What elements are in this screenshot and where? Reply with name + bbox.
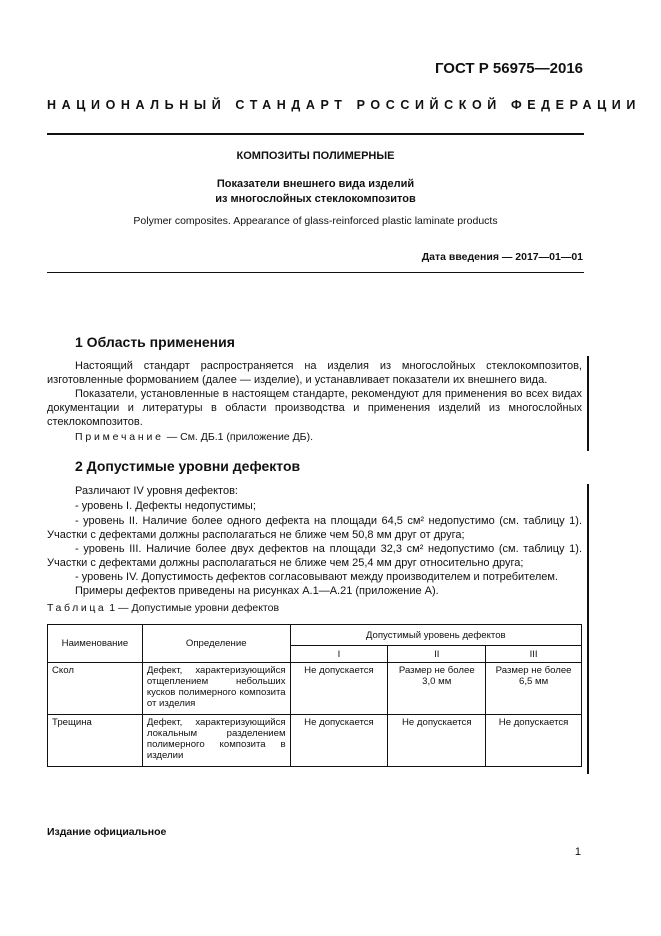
introduction-date: Дата введения — 2017—01—01 xyxy=(421,251,583,263)
column-header-name: Наименование xyxy=(48,625,143,663)
level-1-item: - уровень I. Дефекты недопустимы; xyxy=(75,500,256,512)
change-bar xyxy=(587,484,589,774)
note-text: — См. ДБ.1 (приложение ДБ). xyxy=(163,431,313,443)
level-ii-value: Размер не более 3,0 мм xyxy=(388,663,486,715)
level-header-ii: II xyxy=(388,646,486,663)
level-header-i: I xyxy=(290,646,388,663)
level-iii-value: Размер не более 6,5 мм xyxy=(486,663,582,715)
level-iii-value: Не допускается xyxy=(486,715,582,767)
levels-intro: Различают IV уровня дефектов: xyxy=(75,485,238,497)
table-caption-label: Таблица xyxy=(47,602,107,614)
examples-reference: Примеры дефектов приведены на рисунках А.1—А.21 (приложение А). xyxy=(75,585,439,597)
table-row xyxy=(48,715,582,767)
document-title: КОМПОЗИТЫ ПОЛИМЕРНЫЕ xyxy=(236,150,395,162)
official-edition-label: Издание официальное xyxy=(47,826,167,838)
level-3-continuation: Участки с дефектами должны располагаться не ближе чем 25,4 мм друг относительно друга; xyxy=(47,557,524,569)
section-2-heading: 2 Допустимые уровни дефектов xyxy=(75,458,301,474)
defect-name: Трещина xyxy=(48,715,143,767)
header-rule xyxy=(47,133,584,135)
table-row xyxy=(48,663,582,715)
national-standard-banner: НАЦИОНАЛЬНЫЙ СТАНДАРТ РОССИЙСКОЙ ФЕДЕРАЦИИ xyxy=(47,98,641,112)
document-subtitle xyxy=(47,177,584,207)
document-code: ГОСТ Р 56975—2016 xyxy=(434,60,583,77)
level-2-continuation: Участки с дефектами должны располагаться не ближе чем 50,8 мм друг от друга; xyxy=(47,529,465,541)
english-title: Polymer composites. Appearance of glass-reinforced plastic laminate products xyxy=(133,215,498,227)
subtitle-line-2: из многослойных стеклокомпозитов xyxy=(215,193,416,205)
table-caption xyxy=(47,602,279,614)
level-i-value: Не допускается xyxy=(290,663,388,715)
title-rule xyxy=(47,272,584,273)
level-ii-value: Не допускается xyxy=(388,715,486,767)
defects-table xyxy=(47,624,582,767)
column-header-allowed-levels: Допустимый уровень дефектов xyxy=(290,625,581,646)
defect-definition: Дефект, характеризующийся локальным разделением полимерного композита в изделии xyxy=(142,715,290,767)
section-1-paragraph-1: Настоящий стандарт распространяется на изделия из многослойных стеклокомпозитов, изготовленные формованием (далее — изделие), и устанавливает показатели их внешнего вида. xyxy=(47,360,582,386)
section-1-note xyxy=(75,431,313,443)
column-header-definition: Определение xyxy=(142,625,290,663)
level-header-iii: III xyxy=(486,646,582,663)
section-1-paragraph-2: Показатели, установленные в настоящем стандарте, рекомендуют для применения во всех видах документации и литературы в области производства и применения изделий из многослойных стеклокомпозитов. xyxy=(47,388,582,428)
table-caption-text: 1 — Допустимые уровни дефектов xyxy=(106,602,280,614)
level-i-value: Не допускается xyxy=(290,715,388,767)
page-number: 1 xyxy=(574,846,581,858)
section-1-heading: 1 Область применения xyxy=(75,334,235,350)
subtitle-line-1: Показатели внешнего вида изделий xyxy=(216,178,415,190)
level-3-item: - уровень III. Наличие более двух дефектов на площади 32,3 см² недопустимо (см. таблицу 1). xyxy=(75,543,582,555)
defect-definition: Дефект, характеризующийся отщеплением небольших кусков полимерного композита от изделия xyxy=(142,663,290,715)
level-4-item: - уровень IV. Допустимость дефектов согласовывают между производителем и потребителем. xyxy=(75,571,558,583)
note-label: Примечание xyxy=(75,431,164,443)
change-bar xyxy=(587,356,589,451)
defect-name: Скол xyxy=(48,663,143,715)
level-2-item: - уровень II. Наличие более одного дефекта на площади 64,5 см² недопустимо (см. таблицу 1). xyxy=(75,515,582,527)
